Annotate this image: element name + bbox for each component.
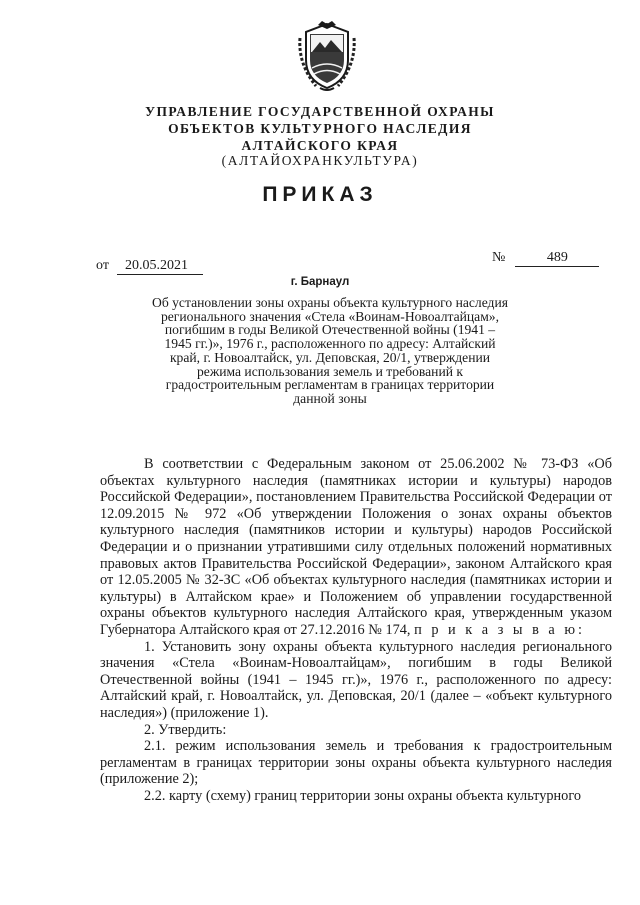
item-2-2: 2.2. карту (схему) границ территории зоны охраны объекта культурного xyxy=(144,787,581,804)
item-1: 1. Установить зону охраны объекта культурного наследия регионального значения «Стела «Воинам-Новоалтайцам», погибшим в годы Великой Отечественной войны (1941 – 1945 гг.)», 1976 г., расположенного по адресу: Алтайский край, г. Новоалтайск, ул. Деповская, 20/1 (далее – «объект культурного наследия») (приложение 1). xyxy=(100,638,612,721)
order-word: п р и к а з ы в а ю: xyxy=(414,621,586,638)
order-number-field xyxy=(492,250,599,267)
org-name-line-1: УПРАВЛЕНИЕ ГОСУДАРСТВЕННОЙ ОХРАНЫ xyxy=(145,104,495,119)
coat-of-arms-emblem xyxy=(296,20,358,92)
item-2-1: 2.1. режим использования земель и требования к градостроительным регламентам в границах территории зоны охраны объекта культурного наследия (приложение 2); xyxy=(100,738,612,788)
document-type-title: ПРИКАЗ xyxy=(262,183,378,206)
preamble-paragraph xyxy=(100,456,612,639)
order-date-field xyxy=(96,258,203,275)
order-number: 489 xyxy=(515,250,599,267)
order-body xyxy=(100,456,612,804)
org-name-line-2: ОБЪЕКТОВ КУЛЬТУРНОГО НАСЛЕДИЯ xyxy=(168,121,472,136)
org-abbreviation: (АЛТАЙОХРАНКУЛЬТУРА) xyxy=(221,153,419,168)
city-name: г. Барнаул xyxy=(290,276,350,288)
org-name-line-3: АЛТАЙСКОГО КРАЯ xyxy=(241,138,399,153)
order-subject: Об установлении зоны охраны объекта культурного наследия регионального значения «Стела «Воинам-Новоалтайцам», погибшим в годы Великой Отечественной войны (1941 – 1945 гг.)», 1976 г., расположенного по адресу: Алтайский край, г. Новоалтайск, ул. Деповская, 20/1, утверждении режима использования земель и требований к градостроительным регламентам в границах территории данной зоны xyxy=(152,295,508,406)
preamble-text: В соответствии с Федеральным законом от 25.06.2002 № 73-ФЗ «Об объектах культурного наследия (памятниках истории и культуры) народов Российской Федерации», постановлением Правительства Российской Федерации от 12.09.2015 № 972 «Об утверждении Положения о зонах охраны объектов культурного наследия (памятников истории и культуры) народов Российской Федерации и о признании утратившими силу отдельных положений нормативных правовых актов Правительства Российской Федерации», законом Алтайского края от 12.05.2005 № 32-ЗС «Об объектах культурного наследия (памятниках истории и культуры) в Алтайском крае» и Положением об управлении государственной охраны объектов культурного наследия Алтайского края, утвержденным указом Губернатора Алтайского края от 27.12.2016 № 174, xyxy=(100,456,612,638)
order-date: 20.05.2021 xyxy=(117,258,203,275)
number-prefix: № xyxy=(492,250,506,265)
item-2: 2. Утвердить: xyxy=(144,721,227,738)
date-prefix: от xyxy=(96,258,109,273)
